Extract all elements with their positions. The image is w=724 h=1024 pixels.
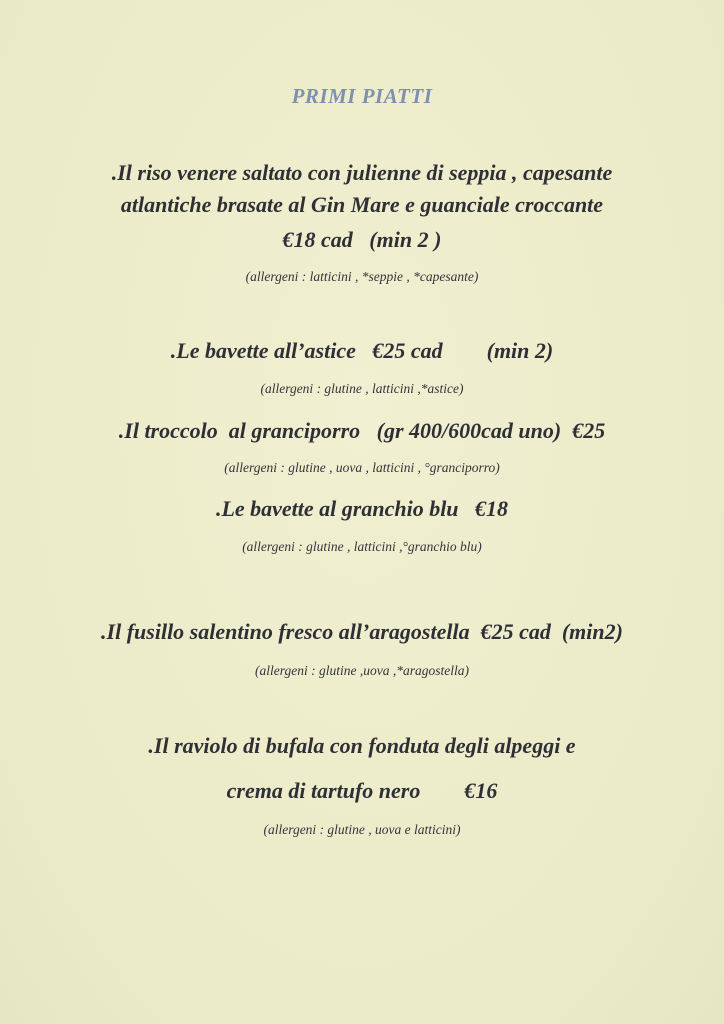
dish-2-allergens: (allergeni : glutine , latticini ,*astice) (260, 381, 464, 396)
dish-1-allergens: (allergeni : latticini , *seppie , *capesante) (245, 269, 479, 284)
dish-5-allergens: (allergeni : glutine ,uova ,*aragostella) (255, 663, 469, 678)
dish-4-line-1: .Le bavette al granchio blu €18 (215, 496, 509, 521)
dish-6-allergens: (allergeni : glutine , uova e latticini) (263, 822, 461, 837)
dish-1-line-1: .Il riso venere saltato con julienne di seppia , capesante (111, 160, 613, 185)
dish-4-allergens: (allergeni : glutine , latticini ,°granchio blu) (242, 539, 482, 554)
dish-5-line-1: .Il fusillo salentino fresco all’aragostella €25 cad (min2) (101, 619, 623, 644)
dish-2-line-1: .Le bavette all’astice €25 cad (min 2) (170, 338, 554, 363)
dish-3-line-1: .Il troccolo al granciporro (gr 400/600cad uno) €25 (118, 418, 606, 443)
dish-3-allergens: (allergeni : glutine , uova , latticini , °granciporro) (224, 460, 500, 475)
dish-1-price: €18 cad (min 2 ) (282, 227, 442, 252)
dish-6-line-1: .Il raviolo di bufala con fonduta degli alpeggi e (148, 733, 576, 758)
dish-1-line-2: atlantiche brasate al Gin Mare e guanciale croccante (120, 192, 604, 217)
page-title: PRIMI PIATTI (291, 84, 433, 108)
dish-6-line-2: crema di tartufo nero €16 (226, 778, 498, 803)
